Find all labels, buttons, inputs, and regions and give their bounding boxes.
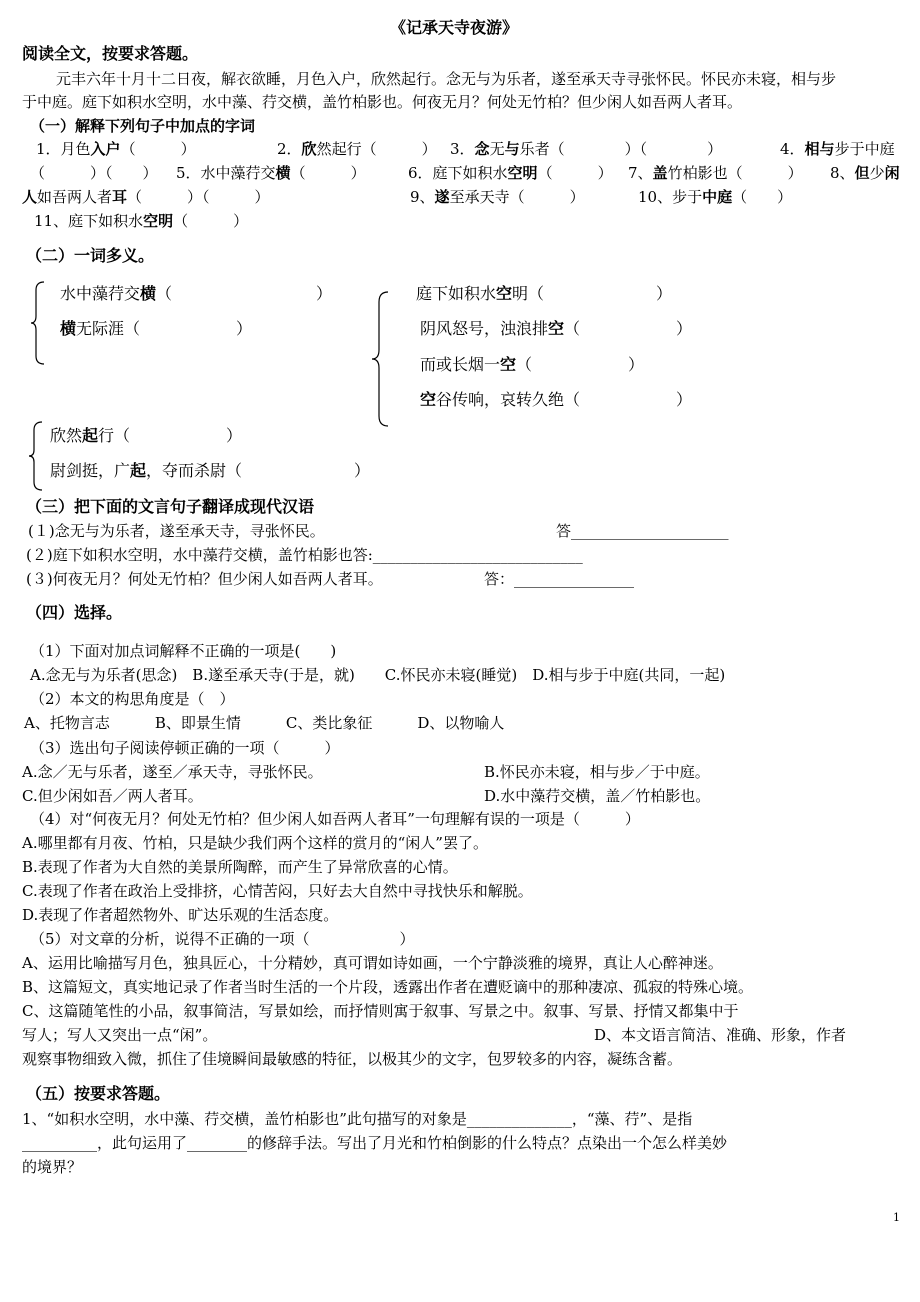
s1-item-4: 4．相与步于中庭 <box>780 140 895 158</box>
s1-item-10: 10、步于中庭（ ） <box>638 188 793 206</box>
s1-item-9: 9、遂至承天寺（ ） <box>410 188 585 206</box>
passage-line-1: 元丰六年十月十二日夜，解衣欲睡，月色入户，欣然起行。念无与为乐者，遂至承天寺寻张怀民。怀民亦未寝，相与步 <box>56 70 837 88</box>
s3-q2: (２)庭下如积水空明，水中藻荇交横，盖竹柏影也答:____________________________ <box>26 546 583 564</box>
page-title: 《记承天寺夜游》 <box>390 18 519 37</box>
s2-g2-item-4: 空谷传响，哀转久绝（ ） <box>420 390 693 409</box>
s1-item-2: 2．欣然起行（ ） <box>277 140 437 158</box>
section-2-heading: （二）一词多义。 <box>26 246 155 265</box>
s2-g2-item-3: 而或长烟一空（ ） <box>420 355 645 374</box>
s4-q4-option-d: D.表现了作者超然物外、旷达乐观的生活态度。 <box>22 906 339 924</box>
passage-line-2: 于中庭。庭下如积水空明，水中藻、荇交横，盖竹柏影也。何夜无月？何处无竹柏？但少闲人如吾两人者耳。 <box>22 93 743 111</box>
s2-g1-item-1: 水中藻荇交横（ ） <box>60 284 333 303</box>
s3-q3: (３)何夜无月？何处无竹柏？但少闲人如吾两人者耳。 <box>26 570 383 588</box>
s4-q5-option-c-cont: 写人；写人又突出一点“闲”。 <box>22 1026 218 1044</box>
s1-item-7: 7、盖竹柏影也（ ） <box>628 164 803 182</box>
section-1-heading: （一）解释下列句子中加点的字词 <box>30 117 256 135</box>
s4-q5-option-d-cont: 观察事物细致入微，抓住了佳境瞬间最敏感的特征，以极其少的文字，包罗较多的内容，凝练含蓄。 <box>22 1050 683 1068</box>
s1-item-11: 11、庭下如积水空明（ ） <box>34 212 249 230</box>
s4-q4-option-c: C.表现了作者在政治上受排挤，心情苦闷，只好去大自然中寻找快乐和解脱。 <box>22 882 533 900</box>
brace-group-1 <box>30 280 46 366</box>
s4-q5: （5）对文章的分析，说得不正确的一项（ ） <box>30 930 415 948</box>
s4-q2: （2）本文的构思角度是（ ） <box>30 690 235 708</box>
s4-q5-option-a: A、运用比喻描写月色，独具匠心，十分精妙，真可谓如诗如画，一个宁静淡雅的境界，真让人心醉神迷。 <box>22 954 723 972</box>
s4-q3-option-b: B.怀民亦未寝，相与步／于中庭。 <box>484 763 710 781</box>
s5-q1-line-2: __________，此句运用了________的修辞手法。写出了月光和竹柏倒影的什么特点？点染出一个怎么样美妙 <box>22 1134 728 1152</box>
s3-q1: (１)念无与为乐者，遂至承天寺，寻张怀民。 <box>28 522 325 540</box>
instruction: 阅读全文，按要求答题。 <box>22 44 199 63</box>
s4-q2-options: A、托物言志 B、即景生情 C、类比象征 D、以物喻人 <box>24 714 505 732</box>
s3-a1: 答_____________________ <box>556 522 729 540</box>
s2-g2-item-1: 庭下如积水空明（ ） <box>416 284 673 303</box>
brace-group-2 <box>370 290 390 428</box>
s2-g3-item-2: 尉剑挺，广起，夺而杀尉（ ） <box>50 461 371 480</box>
s4-q4-option-a: A.哪里都有月夜、竹柏，只是缺少我们两个这样的赏月的“闲人”罢了。 <box>22 834 488 852</box>
s1-item-6: 6．庭下如积水空明（ ） <box>408 164 613 182</box>
s1-item-8-cont: 人如吾两人者耳（ ）（ ） <box>22 188 270 206</box>
s2-g3-item-1: 欣然起行（ ） <box>50 426 243 445</box>
s4-q4-option-b: B.表现了作者为大自然的美景所陶醉，而产生了异常欣喜的心情。 <box>22 858 458 876</box>
s5-q1-line-3: 的境界？ <box>22 1158 83 1176</box>
s2-g2-item-2: 阴风怒号，浊浪排空（ ） <box>420 319 693 338</box>
s1-item-3: 3．念无与乐者（ ）（ ） <box>450 140 723 158</box>
s4-q1: （1）下面对加点词解释不正确的一项是( ) <box>30 642 337 660</box>
s3-a3: 答：________________ <box>484 570 635 588</box>
s4-q4: （4）对“何夜无月？何处无竹柏？但少闲人如吾两人者耳”一句理解有误的一项是（ ） <box>30 810 640 828</box>
section-4-heading: （四）选择。 <box>26 603 123 622</box>
s4-q5-option-b: B、这篇短文，真实地记录了作者当时生活的一个片段，透露出作者在遭贬谪中的那种凄凉、孤寂的特殊心境。 <box>22 978 754 996</box>
page-number: 1 <box>893 1211 900 1224</box>
s2-g1-item-2: 横无际涯（ ） <box>60 319 253 338</box>
s1-item-4-blanks: （ ）（ ） <box>30 164 158 182</box>
section-3-heading: （三）把下面的文言句子翻译成现代汉语 <box>26 497 315 516</box>
s4-q3: （3）选出句子阅读停顿正确的一项（ ） <box>30 739 340 757</box>
s4-q5-option-d: D、本文语言简洁、准确、形象，作者 <box>594 1026 847 1044</box>
s5-q1-line-1: 1、“如积水空明，水中藻、荇交横，盖竹柏影也”此句描写的对象是______________，“藻、荇”、是指 <box>22 1110 693 1128</box>
s1-item-1: 1．月色入户（ ） <box>36 140 196 158</box>
s1-item-8: 8、但少闲 <box>830 164 900 182</box>
s4-q5-option-c: C、这篇随笔性的小品，叙事简洁，写景如绘，而抒情则寓于叙事、写景之中。叙事、写景、抒情又都集中于 <box>22 1002 739 1020</box>
brace-group-3 <box>28 420 44 492</box>
s4-q1-options: A.念无与为乐者(思念) B.遂至承天寺(于是，就) C.怀民亦未寝(睡觉) D.相与步于中庭(共同，一起) <box>30 666 726 684</box>
s4-q3-option-c: C.但少闲如吾／两人者耳。 <box>22 787 203 805</box>
s4-q3-option-a: A.念／无与乐者，遂至／承天寺，寻张怀民。 <box>22 763 323 781</box>
s1-item-5: 5．水中藻荇交横（ ） <box>176 164 366 182</box>
section-5-heading: （五）按要求答题。 <box>26 1084 171 1103</box>
s4-q3-option-d: D.水中藻荇交横，盖／竹柏影也。 <box>484 787 711 805</box>
